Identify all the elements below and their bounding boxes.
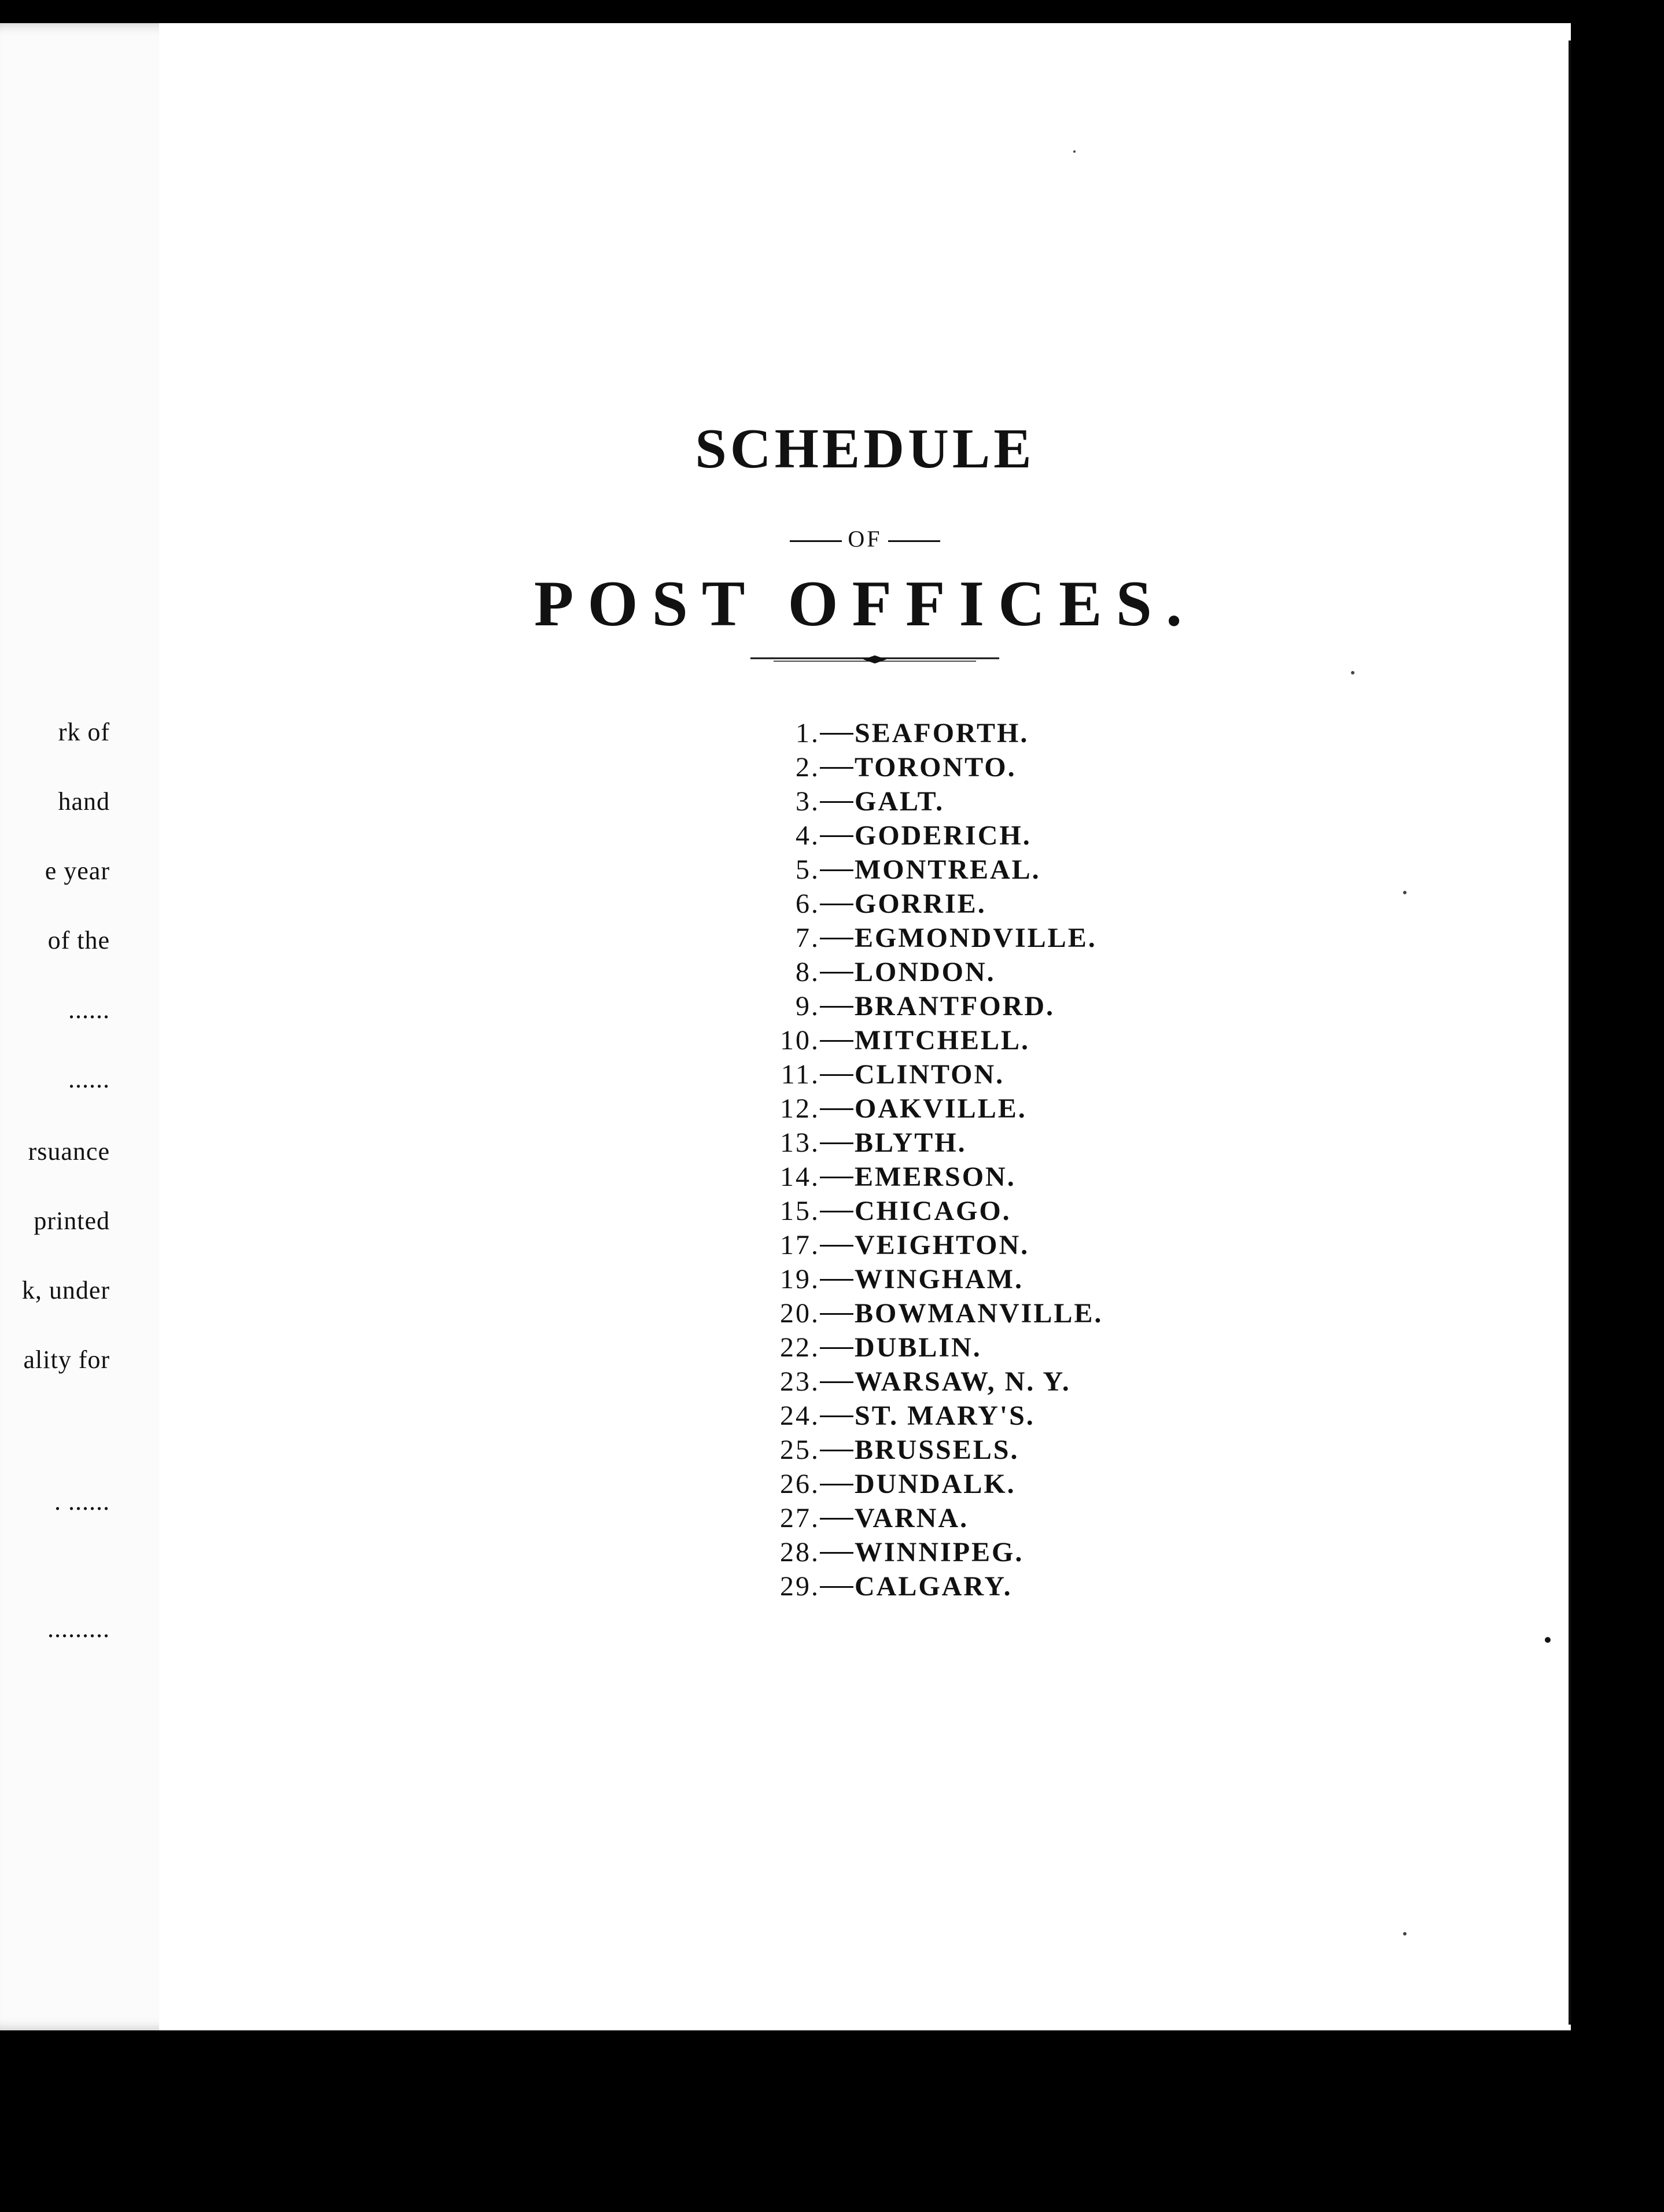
- office-name: SEAFORTH.: [855, 718, 1029, 749]
- left-text-fragment: rk of: [58, 718, 110, 746]
- post-office-item: [749, 1057, 1103, 1092]
- post-office-item: [749, 921, 1103, 955]
- office-name: TORONTO.: [855, 752, 1017, 783]
- post-office-item: [749, 1501, 1103, 1535]
- post-office-item: [749, 955, 1103, 989]
- em-dash: [820, 1142, 853, 1144]
- left-text-fragment: k, under: [21, 1276, 110, 1304]
- em-dash: [820, 1245, 853, 1247]
- office-number: 6.: [796, 889, 820, 919]
- speck: [1403, 1932, 1407, 1936]
- post-office-item: [749, 716, 1103, 750]
- left-text-fragment: ......: [68, 1065, 110, 1093]
- post-office-item: [749, 1023, 1103, 1057]
- office-name: VARNA.: [855, 1503, 969, 1533]
- office-name: MITCHELL.: [855, 1025, 1030, 1056]
- post-office-item: [749, 784, 1103, 819]
- post-office-item: [749, 1433, 1103, 1467]
- post-office-item: [749, 750, 1103, 784]
- post-office-item: [749, 1160, 1103, 1194]
- office-number: 20.: [780, 1298, 820, 1329]
- office-number: 7.: [796, 923, 820, 953]
- post-office-item: [749, 1296, 1103, 1330]
- office-name: CALGARY.: [855, 1571, 1013, 1602]
- em-dash: [820, 1518, 853, 1520]
- em-dash: [820, 1381, 853, 1383]
- office-number: 11.: [781, 1059, 820, 1090]
- office-number: 15.: [780, 1196, 820, 1226]
- em-dash: [820, 938, 853, 939]
- em-dash: [820, 1586, 853, 1588]
- post-office-item: [749, 1535, 1103, 1569]
- office-name: BRANTFORD.: [855, 991, 1055, 1022]
- office-number: 19.: [780, 1264, 820, 1295]
- office-name: DUBLIN.: [855, 1332, 982, 1363]
- em-dash: [820, 1006, 853, 1008]
- speck: [1351, 671, 1354, 674]
- em-dash: [820, 1313, 853, 1315]
- office-name: LONDON.: [855, 957, 996, 987]
- em-dash: [820, 1484, 853, 1485]
- office-number: 3.: [796, 786, 820, 817]
- office-name: MONTREAL.: [855, 854, 1041, 885]
- post-office-item: [749, 887, 1103, 921]
- post-office-item: [749, 1194, 1103, 1228]
- office-number: 23.: [780, 1366, 820, 1397]
- post-office-item: [749, 989, 1103, 1023]
- em-dash: [820, 1415, 853, 1417]
- ornament-rule: [750, 654, 999, 665]
- post-office-item: [749, 1126, 1103, 1160]
- office-number: 22.: [780, 1332, 820, 1363]
- office-number: 26.: [780, 1469, 820, 1499]
- post-office-item: [749, 1228, 1103, 1262]
- left-text-fragment: printed: [34, 1207, 110, 1235]
- left-text-fragment: rsuance: [28, 1137, 110, 1166]
- office-name: EGMONDVILLE.: [855, 923, 1097, 953]
- page-subtitle: POST OFFICES.: [534, 568, 1196, 640]
- left-text-fragment: hand: [58, 787, 110, 816]
- office-number: 25.: [780, 1435, 820, 1465]
- office-number: 10.: [780, 1025, 820, 1056]
- office-name: BLYTH.: [855, 1127, 967, 1158]
- page-title: SCHEDULE: [695, 418, 1035, 480]
- office-number: 9.: [796, 991, 820, 1022]
- office-number: 12.: [780, 1093, 820, 1124]
- connector-rule-left: [790, 540, 842, 542]
- page-edge: [1569, 40, 1571, 2025]
- em-dash: [820, 1040, 853, 1042]
- post-office-item: [749, 1092, 1103, 1126]
- office-name: BOWMANVILLE.: [855, 1298, 1103, 1329]
- post-office-item: [749, 819, 1103, 853]
- post-office-item: [749, 1467, 1103, 1501]
- post-office-list: [749, 716, 1103, 1603]
- em-dash: [820, 972, 853, 974]
- office-name: WINNIPEG.: [855, 1537, 1024, 1568]
- em-dash: [820, 733, 853, 735]
- office-name: GALT.: [855, 786, 945, 817]
- speck: [1403, 891, 1407, 894]
- office-number: 29.: [780, 1571, 820, 1602]
- office-name: OAKVILLE.: [855, 1093, 1027, 1124]
- office-name: VEIGHTON.: [855, 1230, 1030, 1260]
- connector-text: OF: [848, 526, 882, 552]
- office-name: WINGHAM.: [855, 1264, 1024, 1295]
- em-dash: [820, 801, 853, 803]
- speck: [1545, 1637, 1551, 1643]
- em-dash: [820, 1552, 853, 1554]
- office-number: 17.: [780, 1230, 820, 1260]
- post-office-item: [749, 1399, 1103, 1433]
- em-dash: [820, 869, 853, 871]
- post-office-item: [749, 1262, 1103, 1296]
- office-number: 1.: [796, 718, 820, 749]
- office-number: 8.: [796, 957, 820, 987]
- right-page: [159, 23, 1571, 2036]
- office-number: 4.: [796, 820, 820, 851]
- left-text-fragment: .........: [47, 1614, 110, 1643]
- office-number: 27.: [780, 1503, 820, 1533]
- em-dash: [820, 1177, 853, 1178]
- left-text-fragment: ality for: [23, 1345, 110, 1374]
- office-name: DUNDALK.: [855, 1469, 1016, 1499]
- left-text-fragment: e year: [45, 857, 110, 885]
- post-office-item: [749, 1569, 1103, 1603]
- office-number: 5.: [796, 854, 820, 885]
- connector-rule-right: [888, 540, 940, 542]
- left-text-fragment: of the: [47, 926, 110, 954]
- office-name: GODERICH.: [855, 820, 1032, 851]
- post-office-item: [749, 1330, 1103, 1365]
- office-number: 13.: [780, 1127, 820, 1158]
- office-number: 14.: [780, 1162, 820, 1192]
- em-dash: [820, 1347, 853, 1349]
- em-dash: [820, 1279, 853, 1281]
- post-office-item: [749, 853, 1103, 887]
- office-name: CHICAGO.: [855, 1196, 1011, 1226]
- office-name: BRUSSELS.: [855, 1435, 1019, 1465]
- office-name: GORRIE.: [855, 889, 986, 919]
- post-office-item: [749, 1365, 1103, 1399]
- em-dash: [820, 835, 853, 837]
- office-name: WARSAW, N. Y.: [855, 1366, 1071, 1397]
- scan-background: [0, 2030, 1664, 2212]
- office-name: ST. MARY'S.: [855, 1400, 1035, 1431]
- em-dash: [820, 1074, 853, 1076]
- em-dash: [820, 1450, 853, 1451]
- speck: [1073, 150, 1076, 153]
- em-dash: [820, 904, 853, 905]
- em-dash: [820, 767, 853, 769]
- em-dash: [820, 1211, 853, 1212]
- title-connector: [159, 525, 1571, 552]
- em-dash: [820, 1108, 853, 1110]
- left-text-fragment: . ......: [54, 1487, 110, 1516]
- left-text-fragment: ......: [68, 996, 110, 1024]
- office-name: EMERSON.: [855, 1162, 1016, 1192]
- office-name: CLINTON.: [855, 1059, 1005, 1090]
- office-number: 28.: [780, 1537, 820, 1568]
- office-number: 2.: [796, 752, 820, 783]
- office-number: 24.: [780, 1400, 820, 1431]
